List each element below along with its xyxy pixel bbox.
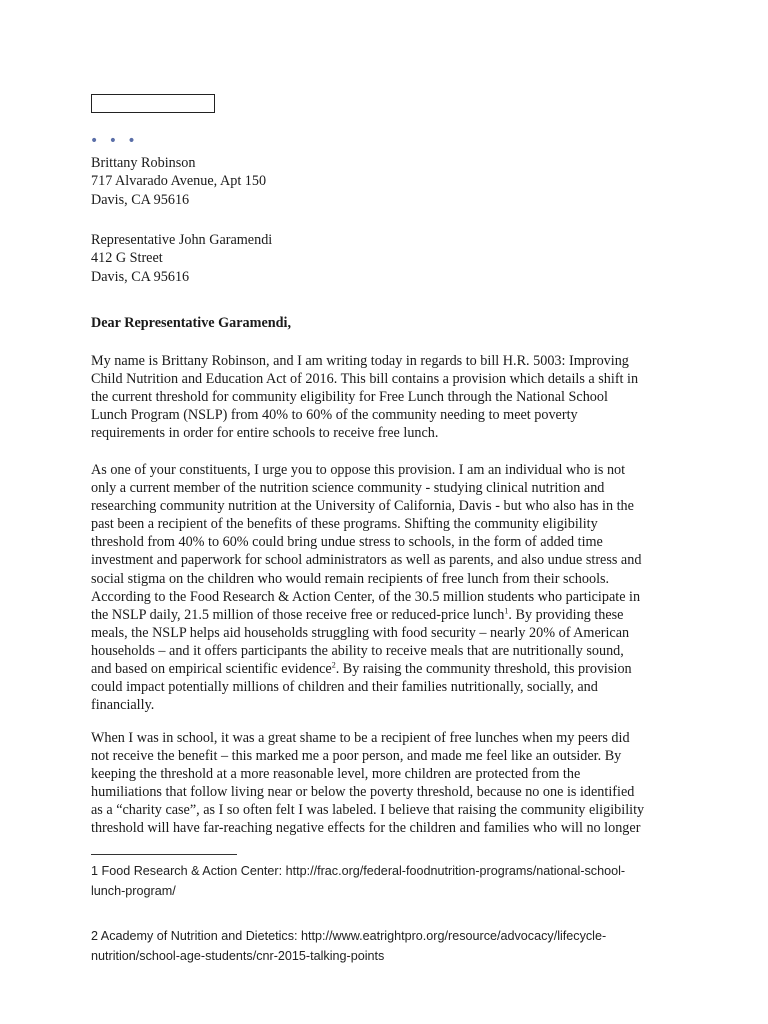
text-run: . By providing these	[508, 606, 624, 623]
recipient-city: Davis, CA 95616	[91, 268, 190, 285]
paragraph-line: keeping the threshold at a more reasonable level, more children are protected from the	[91, 766, 581, 783]
paragraph-line	[91, 660, 691, 678]
footnote-2	[91, 926, 691, 966]
paragraph-line: As one of your constituents, I urge you to oppose this provision. I am an individual who is not	[91, 462, 626, 478]
paragraph-line: researching community nutrition at the University of California, Davis - but who also has in the	[91, 498, 634, 515]
paragraph-line: When I was in school, it was a great shame to be a recipient of free lunches when my peers did	[91, 730, 630, 746]
paragraph-line: as a “charity case”, as I so often felt I was labeled. I believe that raising the community eligibility	[91, 802, 645, 819]
decorative-dots: • • •	[90, 133, 139, 149]
footnote-line: 1 Food Research & Action Center: http://frac.org/federal-foodnutrition-programs/national-school-	[91, 864, 626, 878]
sender-city: Davis, CA 95616	[91, 191, 190, 208]
paragraph-line: meals, the NSLP helps aid households struggling with food security – nearly 20% of American	[91, 624, 630, 641]
salutation: Dear Representative Garamendi,	[91, 315, 292, 331]
footnote-line: nutrition/school-age-students/cnr-2015-talking-points	[91, 949, 385, 963]
text-run: . By raising the community threshold, this provision	[335, 661, 632, 678]
footnote-line: 2 Academy of Nutrition and Dietetics: http://www.eatrightpro.org/resource/advocacy/lifecycle-	[91, 929, 607, 943]
paragraph-line: only a current member of the nutrition science community - studying clinical nutrition and	[91, 480, 605, 497]
paragraph-line	[91, 606, 691, 624]
paragraph-1	[91, 352, 691, 442]
recipient-name: Representative John Garamendi	[91, 232, 273, 248]
sender-street: 717 Alvarado Avenue, Apt 150	[91, 173, 267, 190]
paragraph-line: Lunch Program (NSLP) from 40% to 60% of the community needing to meet poverty	[91, 407, 578, 424]
paragraph-line: My name is Brittany Robinson, and I am writing today in regards to bill H.R. 5003: Improving	[91, 353, 629, 369]
paragraph-line: investment and paperwork for school administrators as well as parents, and also undue stress and	[91, 552, 642, 569]
paragraph-line: threshold will have far-reaching negative effects for the children and families who will no longer	[91, 820, 641, 837]
paragraph-line: the current threshold for community eligibility for Free Lunch through the National School	[91, 389, 608, 406]
footnote-separator	[91, 854, 237, 855]
paragraph-line: could impact potentially millions of children and their families nutritionally, socially, and	[91, 679, 598, 696]
sender-name: Brittany Robinson	[91, 155, 196, 171]
text-run: the NSLP daily, 21.5 million of those receive free or reduced-price lunch	[91, 606, 505, 623]
paragraph-line: households – and it offers participants the ability to receive meals that are nutritionally sound,	[91, 642, 624, 659]
sender-address	[91, 154, 266, 209]
paragraph-2	[91, 461, 691, 714]
paragraph-line: social stigma on the children who would remain recipients of free lunch from their schools.	[91, 570, 610, 587]
paragraph-line: humiliations that follow living near or below the poverty threshold, because no one is identified	[91, 784, 635, 801]
paragraph-line: financially.	[91, 697, 155, 714]
footnote-line: lunch-program/	[91, 884, 176, 898]
footnote-1	[91, 861, 691, 901]
recipient-address	[91, 231, 272, 286]
paragraph-line: threshold from 40% to 60% could bring undue stress to schools, in the form of added time	[91, 534, 603, 551]
paragraph-line: past been a recipient of the benefits of these programs. Shifting the community eligibility	[91, 516, 598, 533]
footnote-ref-1: 1	[504, 606, 509, 616]
text-run: and based on empirical scientific evidence	[91, 661, 332, 678]
paragraph-line: not receive the benefit – this marked me a poor person, and made me feel like an outsider. By	[91, 748, 622, 765]
header-placeholder-box	[91, 94, 215, 113]
recipient-street: 412 G Street	[91, 250, 163, 267]
paragraph-line: Child Nutrition and Education Act of 2016. This bill contains a provision which details a shift in	[91, 371, 639, 388]
footnote-ref-2: 2	[331, 660, 336, 670]
paragraph-3	[91, 729, 691, 838]
paragraph-line: requirements in order for entire schools to receive free lunch.	[91, 425, 439, 442]
paragraph-line: According to the Food Research & Action Center, of the 30.5 million students who participate in	[91, 588, 641, 605]
